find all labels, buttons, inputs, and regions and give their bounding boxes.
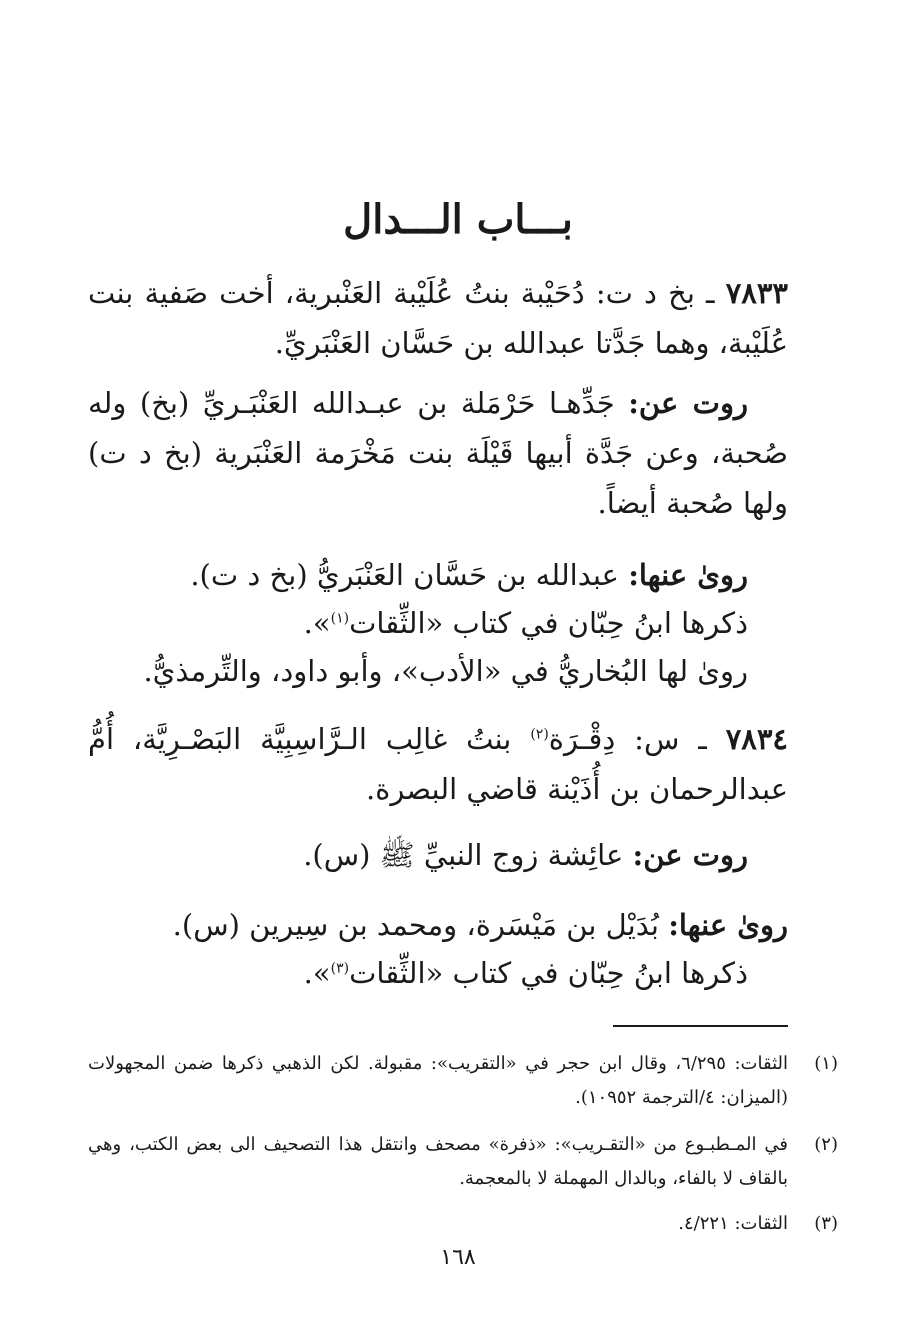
footnote-number: (٣) <box>814 1213 838 1234</box>
footnote-2 <box>88 1128 838 1196</box>
entry-number: ٧٨٣٣ <box>725 276 788 310</box>
footnote-mark: (٢) <box>530 726 549 743</box>
footnote-text: الثقات: ٤/٢٢١. <box>678 1213 788 1234</box>
chapter-title: بـــاب الـــدال <box>343 196 573 243</box>
footnote-number: (٢) <box>814 1134 838 1155</box>
footnote-text: في المـطبـوع من «التقـريب»: «ذفرة» مصحف وانتقل هذا التصحيف الى بعض الكتب، وهي بالقاف لا بالفاء، وبالدال المهملة لا بالمعجمة. <box>88 1134 788 1189</box>
rawat-an-text: عائِشة زوج النبيِّ ﷺ (س). <box>303 838 624 872</box>
entry-7834-thiqat-line: ذكرها ابنُ حِبّان في كتاب «الثِّقات$^{(٣)}$». <box>303 956 748 990</box>
entry-7834-heading: ٧٨٣٤ ـ س: دِقْـرَة$^{(٢)}$ بنتُ غالِب الـرَّاسِبِيَّة البَصْـرِيَّة، أُمُّ عبدالرحمان بن أُذَيْنة قاضي البصرة. <box>88 722 789 806</box>
footnote-text: الثقات: ٦/٢٩٥، وقال ابن حجر في «التقريب»: مقبولة. لكن الذهبي ذكرها ضمن المجهولات (الميزان: ٤/الترجمة ١٠٩٥٢). <box>88 1053 788 1108</box>
footnote-divider <box>613 1025 788 1027</box>
footnote-mark: (١) <box>330 610 350 627</box>
rawa-anha-label: روىٰ عنها: <box>628 558 748 592</box>
rawa-anha-text: عبدالله بن حَسَّان العَنْبَريُّ (بخ د ت). <box>190 558 619 592</box>
footnote-mark: (٣) <box>330 960 350 977</box>
rawa-anha-text: بُدَيْل بن مَيْسَرة، ومحمد بن سِيرين (س). <box>172 908 659 942</box>
rawat-an-label: روت عن: <box>628 386 748 420</box>
entry-7834-rawat-an <box>303 830 748 880</box>
entry-7833-heading <box>88 268 788 368</box>
rawat-an-label: روت عن: <box>632 838 748 872</box>
footnote-3 <box>88 1207 838 1241</box>
rawat-an-text: جَدِّهـا حَرْمَلة بن عبـدالله العَنْبَـريِّ (بخ) وله صُحبة، وعن جَدَّة أبيها قَيْلَة بنت مَخْرَمة العَنْبَرية (بخ د ت) ولها صُحبة أيضاً. <box>88 386 788 520</box>
entry-number: ٧٨٣٤ <box>725 722 789 756</box>
rawa-anha-label: روىٰ عنها: <box>668 908 788 942</box>
entry-text: ـ بخ د ت: دُحَيْبة بنتُ عُلَيْبة العَنْبرية، أخت صَفية بنت عُلَيْبة، وهما جَدَّتا عبدالله بن حَسَّان العَنْبَريِّ. <box>88 276 788 360</box>
entry-7833-rawat-an <box>88 378 788 528</box>
entry-7834-rawa-anha <box>173 900 788 950</box>
footnote-1 <box>88 1047 838 1115</box>
entry-7833-narrators: روىٰ لها البُخاريُّ في «الأدب»، وأبو داود، والتِّرمذيُّ. <box>143 654 748 688</box>
footnote-number: (١) <box>814 1053 838 1074</box>
entry-7833-thiqat-line: ذكرها ابنُ حِبّان في كتاب «الثِّقات$^{(١)}$». <box>303 606 748 640</box>
entry-7833-rawa-anha <box>190 550 748 600</box>
page-number: ١٦٨ <box>440 1245 476 1270</box>
